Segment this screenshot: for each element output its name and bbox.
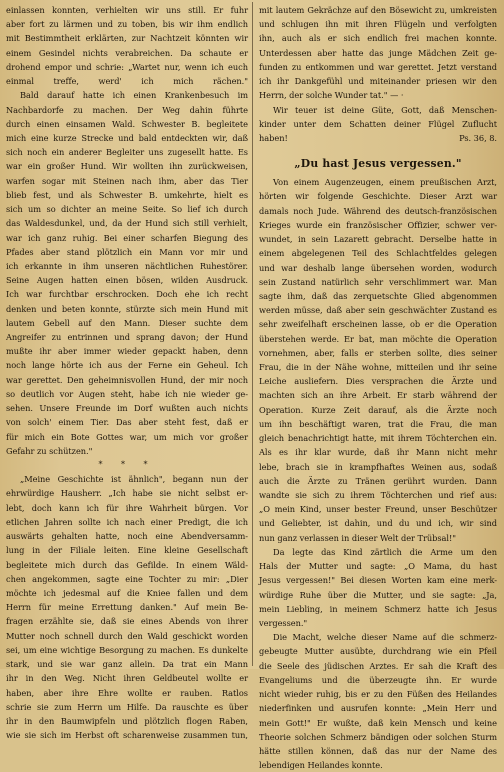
text-line: Von einem Augenzeugen, einem preußischen Arzt, [273,177,497,188]
text-line: sagte ihm, daß das zerquetschte Glied abgenommen [259,290,497,301]
text-line: sehen. Unsere Freunde im Dorf wußten auch nichts [6,403,248,414]
text-line: einem Gesindel nichts verabreichen. Da schaute er [6,47,248,58]
text-line: nicht wieder ruhig, bis er zu den Füßen des Heilandes [259,689,497,700]
text-line: auch die Ärzte zu Tränen gerührt wurden. Dann [259,475,497,486]
text-line: Nachbardorfe zu machen. Der Weg dahin führte [6,104,248,115]
ravens-story-paragraph [6,472,248,742]
text-line: Gefahr zu schützen." [6,445,93,456]
text-line: Frau, die in der Nähe wohne, mitteilen und ihr seine [259,362,497,373]
text-line: das Waldesdunkel, und, da der Hund sich still verhielt, [6,218,248,229]
text-line: gebeugte Mutter ausübte, durchdrang wie ein Pfeil [259,646,497,657]
scripture-reference: Ps. 36, 8. [459,132,497,143]
text-line: „O mein Kind, unser bester Freund, unser Beschützer [259,504,497,515]
text-line: Operation. Kurze Zeit darauf, als die Ärzte noch [259,404,497,415]
text-line: blieb fest, und als Schwester B. umkehrte, hielt es [6,189,248,200]
text-line: kinder unter dem Schatten deiner Flügel Zuflucht [259,118,497,129]
text-line: und schlugen ihn mit ihren Flügeln und verfolgten [259,19,497,30]
text-line: Leiche ausliefern. Dies versprachen die Ärzte und [259,376,497,387]
right-column [259,3,497,772]
text-line: war gerettet. Den geheimnisvollen Hund, der mir noch [6,374,248,385]
text-line: schrie sie zum Herrn um Hilfe. Da rauschte es über [6,701,248,712]
dog-story-ending [6,3,248,88]
text-line: sehr zweifelhaft erscheinen lasse, ob er die Operation [259,319,497,330]
text-line: für mich ein Bote Gottes war, um mich vor großer [6,431,248,442]
text-line: wie sie sich im Herbst oft scharenweise zusammen tun, [6,730,248,741]
section-separator: * * * [98,460,156,469]
text-line: auswärts gehalten hatte, noch eine Abendversamm- [6,531,248,542]
text-line: mein Gott!" Er wußte, daß kein Mensch und keine [259,717,497,728]
text-line: einlassen konnten, verhielten wir uns still. Er fuhr [6,5,248,15]
text-line: Pfades aber stand plötzlich ein Mann vor mir und [6,246,248,257]
text-line: lebe, brach sie in krampfhaftes Weinen aus, sodaß [259,461,497,472]
text-line: mit lautem Gekrächze auf den Bösewicht zu, umkreisten [259,5,497,15]
text-line: wandte sie sich zu ihrem Töchterchen und rief aus: [259,490,497,500]
text-line: Jesus vergessen!" Bei diesen Worten kam eine merk- [259,575,497,586]
text-line: so deutlich vor Augen steht, habe ich nie wieder ge- [6,388,248,399]
text-line: haben, aber ihre Ehre wollte er rauben. Ratlos [6,687,248,698]
text-line: werden müsse, daß aber sein geschwächter Zustand es [259,305,497,316]
text-line: durch einen einsamen Wald. Schwester B. begleitete [6,118,248,129]
text-line: Krieges wurde ein französischer Offizier, schwer ver- [259,219,497,230]
text-line: vornehmen, aber, falls er sterben sollte, dies seiner [259,347,497,358]
text-line: fragen erzählte sie, daß sie eines Abends von ihrer [6,616,248,627]
text-line: würdige Ruhe über die Mutter, und sie sagte: „Ja, [259,589,497,600]
story-title: „Du hast Jesus vergessen." [294,157,462,171]
text-line: mich eine kurze Strecke und bald entdeckten wir, daß [6,132,248,143]
text-line: begleitete mich durch das Gefilde. In einem Wäld- [6,559,248,570]
text-line: ihr in den Weg. Nicht ihren Geldbeutel wollte er [6,673,248,684]
text-line: war ein großer Hund. Wir wollten ihn zurückweisen, [6,161,248,172]
text-line: einmal treffe, werd' ich mich rächen." [6,76,248,87]
text-line: hörten wir folgende Geschichte. Dieser Arzt war [259,191,497,202]
text-line: stark, und sie war ganz allein. Da trat ein Mann [6,659,248,670]
text-line: aber fort zu lärmen und zu toben, bis wir ihm endlich [6,19,248,30]
text-line: damals noch Jude. Während des deutsch-französischen [259,205,497,216]
text-line: wundet, in sein Lazarett gebracht. Derselbe hatte in [259,234,497,245]
text-line: sich um so dichter an meine Seite. So lief ich durch [6,204,248,215]
text-line: funden zu entkommen und war gerettet. Jetzt verstand [259,61,497,72]
text-line: Herrn, der solche Wunder tat." — · [259,90,404,101]
text-line: sich noch ein anderer Begleiter uns zugesellt hatte. Es [6,147,248,158]
text-line: chen angekommen, sagte eine Tochter zu mir: „Dier [6,573,248,584]
text-line: Mutter noch schnell durch den Wald geschickt worden [6,630,248,641]
text-line: noch lange hörte ich aus der Ferne ein Geheul. Ich [6,360,248,371]
left-column [6,3,248,742]
text-line: niederfinken und ausrufen konnte: „Mein Herr und [259,703,497,714]
text-line: Als es ihr klar wurde, daß ihr Mann nicht mehr [259,447,497,458]
text-line: sein Zustand natürlich sehr verschlimmert war. Man [259,276,497,287]
text-line: Angreifer zu entrinnen und sprang davon; der Hund [6,332,248,343]
text-line: die Seele des jüdischen Arztes. Er sah die Kraft des [259,660,497,671]
text-line: Bald darauf hatte ich einen Krankenbesuch im [20,90,248,101]
text-line: um ihn beschäftigt waren, trat die Frau, die man [259,418,497,429]
text-line: Die Macht, welche dieser Name auf die schmerz- [273,632,497,643]
text-line: hätte stillen können, daß das nur der Name des [259,745,497,756]
text-line: einem abgelegenen Teil des Schlachtfeldes gelegen [259,248,497,259]
text-line: Theorie solchen Schmerz bändigen oder solchen Sturm [259,731,497,742]
text-line: ich erkannte in ihm unseren nächtlichen Ruhestörer. [6,260,248,271]
text-line: Unterdessen aber hatte das junge Mädchen Zeit ge- [259,47,497,58]
text-line: und war deshalb lange übersehen worden, wodurch [259,262,497,273]
text-line: ich ihr Dankgefühl und miteinander priesen wir den [259,76,497,87]
text-line: von solch' einem Tier. Das aber steht fest, daß er [6,417,248,428]
text-line: überstehen werde. Er bat, man möchte die Operation [259,333,497,344]
text-line: denken und beten konnte, stürzte sich mein Hund mit [6,303,248,314]
text-line: Seine Augen hatten einen bösen, wilden Ausdruck. [6,275,248,286]
text-line: lung in der Filiale leiten. Eine kleine Gesellschaft [6,545,248,556]
text-line: war ich ganz ruhig. Bei einer scharfen Biegung des [6,232,248,243]
text-line: ihr in den Baumwipfeln und plötzlich flogen Raben, [6,715,248,726]
text-line: Wir teuer ist deine Güte, Gott, daß Menschen- [273,104,497,115]
text-line: drohend empor und schrie: „Wartet nur, wenn ich euch [6,61,248,72]
text-line: lebt, doch kann ich für ihre Wahrheit bürgen. Vor [6,502,248,513]
jesus-story-paragraph [259,175,497,772]
text-line: Herrn für meine Errettung danken." Auf mein Be- [6,602,248,613]
text-line: ihn, auch als er sich endlich frei machen konnte. [259,33,497,44]
dog-story-paragraph [6,88,248,458]
text-line: mußte ihr aber immer wieder gepackt haben, denn [6,346,248,357]
text-line: sei, um eine wichtige Besorgung zu machen. Es dunkelte [6,644,248,655]
text-line: Evangeliums und die überzeugte ihn. Er wurde [259,674,497,685]
column-divider [252,2,253,666]
text-line: Ich war furchtbar erschrocken. Doch ehe ich recht [6,289,248,300]
psalm-quote [259,103,497,131]
text-line: nun ganz verlassen in dieser Welt der Trübsal!" [259,532,457,543]
text-line: Da legte das Kind zärtlich die Arme um den [273,546,497,557]
text-line: mit Bestimmtheit erklärten, zur Nachtzeit könnten wir [6,33,248,44]
text-line: gleich benachrichtigt hatte, mit ihrem Töchterchen ein. [259,433,497,444]
psalm-quote-last-line [259,131,497,145]
text-line: Hals der Mutter und sagte: „O Mama, du hast [259,561,497,572]
text-line: „Meine Geschichte ist ähnlich", begann nun der [20,474,248,485]
text-line: und Geliebter, ist dahin, und du und ich, wir sind [259,518,497,529]
text-line: möchte ich jedesmal auf die Kniee fallen und dem [6,587,248,598]
text-line: etlichen Jahren sollte ich nach einer Predigt, die ich [6,516,248,527]
text-line: ehrwürdige Hausherr. „Ich habe sie nicht selbst er- [6,488,248,499]
text-line: lebendigen Heilandes konnte. [259,760,383,771]
text-line: mein Liebling, in meinem Schmerz hatte ich Jesus [259,603,497,614]
text-line: lautem Gebell auf den Mann. Dieser suchte dem [6,317,248,328]
text-line: machten sich an ihre Arbeit. Er starb während der [259,390,497,401]
psalm-quote-end: haben! [259,132,288,143]
text-line: warfen sogar mit Steinen nach ihm, aber das Tier [6,175,248,186]
text-line: vergessen." [259,617,308,628]
ravens-story-ending [259,3,497,103]
